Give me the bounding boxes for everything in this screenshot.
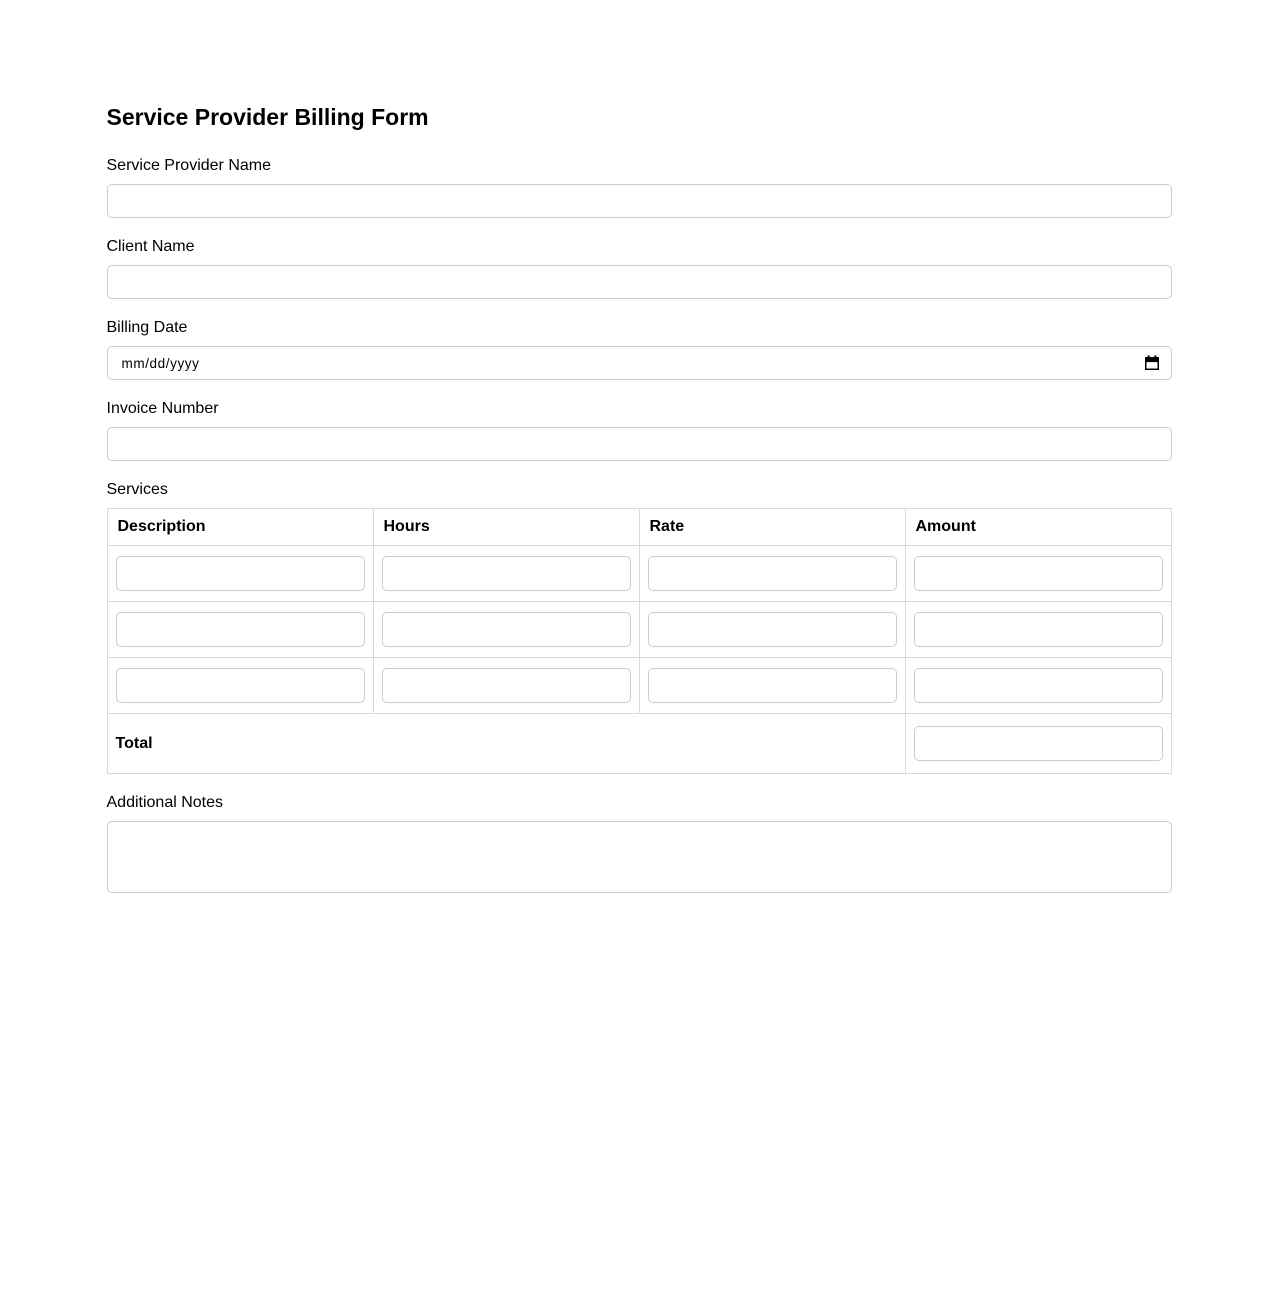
service-row — [107, 546, 1171, 602]
total-amount-input[interactable] — [914, 726, 1163, 761]
service-hours-input[interactable] — [382, 556, 631, 591]
service-amount-input[interactable] — [914, 668, 1163, 703]
billing-date-label: Billing Date — [106, 319, 188, 337]
services-section — [107, 481, 1172, 774]
services-label: Services — [106, 481, 168, 499]
service-row — [107, 602, 1171, 658]
service-amount-input[interactable] — [914, 556, 1163, 591]
service-provider-name-label: Service Provider Name — [106, 157, 271, 175]
date-format-placeholder: mm/dd/yyyy — [121, 355, 200, 371]
invoice-number-input[interactable] — [107, 427, 1172, 461]
total-label: Total — [107, 714, 905, 774]
column-header-rate: Rate — [639, 509, 905, 546]
client-name-label: Client Name — [106, 238, 195, 256]
calendar-icon[interactable] — [1143, 354, 1161, 372]
field-additional-notes — [107, 794, 1172, 893]
services-table — [107, 508, 1172, 774]
page-title: Service Provider Billing Form — [106, 104, 429, 130]
service-amount-input[interactable] — [914, 612, 1163, 647]
service-provider-name-input[interactable] — [107, 184, 1172, 218]
client-name-input[interactable] — [107, 265, 1172, 299]
field-client-name — [107, 238, 1172, 299]
service-description-input[interactable] — [116, 556, 365, 591]
service-description-input[interactable] — [116, 668, 365, 703]
service-rate-input[interactable] — [648, 612, 897, 647]
service-hours-input[interactable] — [382, 668, 631, 703]
billing-form — [107, 0, 1172, 893]
additional-notes-textarea[interactable] — [107, 821, 1172, 893]
column-header-description: Description — [107, 509, 373, 546]
service-hours-input[interactable] — [382, 612, 631, 647]
field-service-provider-name — [107, 157, 1172, 218]
total-row — [107, 714, 1171, 774]
service-row — [107, 658, 1171, 714]
column-header-amount: Amount — [905, 509, 1171, 546]
field-billing-date — [107, 319, 1172, 380]
service-rate-input[interactable] — [648, 668, 897, 703]
invoice-number-label: Invoice Number — [106, 400, 219, 418]
additional-notes-label: Additional Notes — [106, 794, 224, 812]
service-description-input[interactable] — [116, 612, 365, 647]
field-invoice-number — [107, 400, 1172, 461]
service-rate-input[interactable] — [648, 556, 897, 591]
billing-date-input[interactable] — [107, 346, 1172, 380]
column-header-hours: Hours — [373, 509, 639, 546]
services-header-row — [107, 509, 1171, 546]
